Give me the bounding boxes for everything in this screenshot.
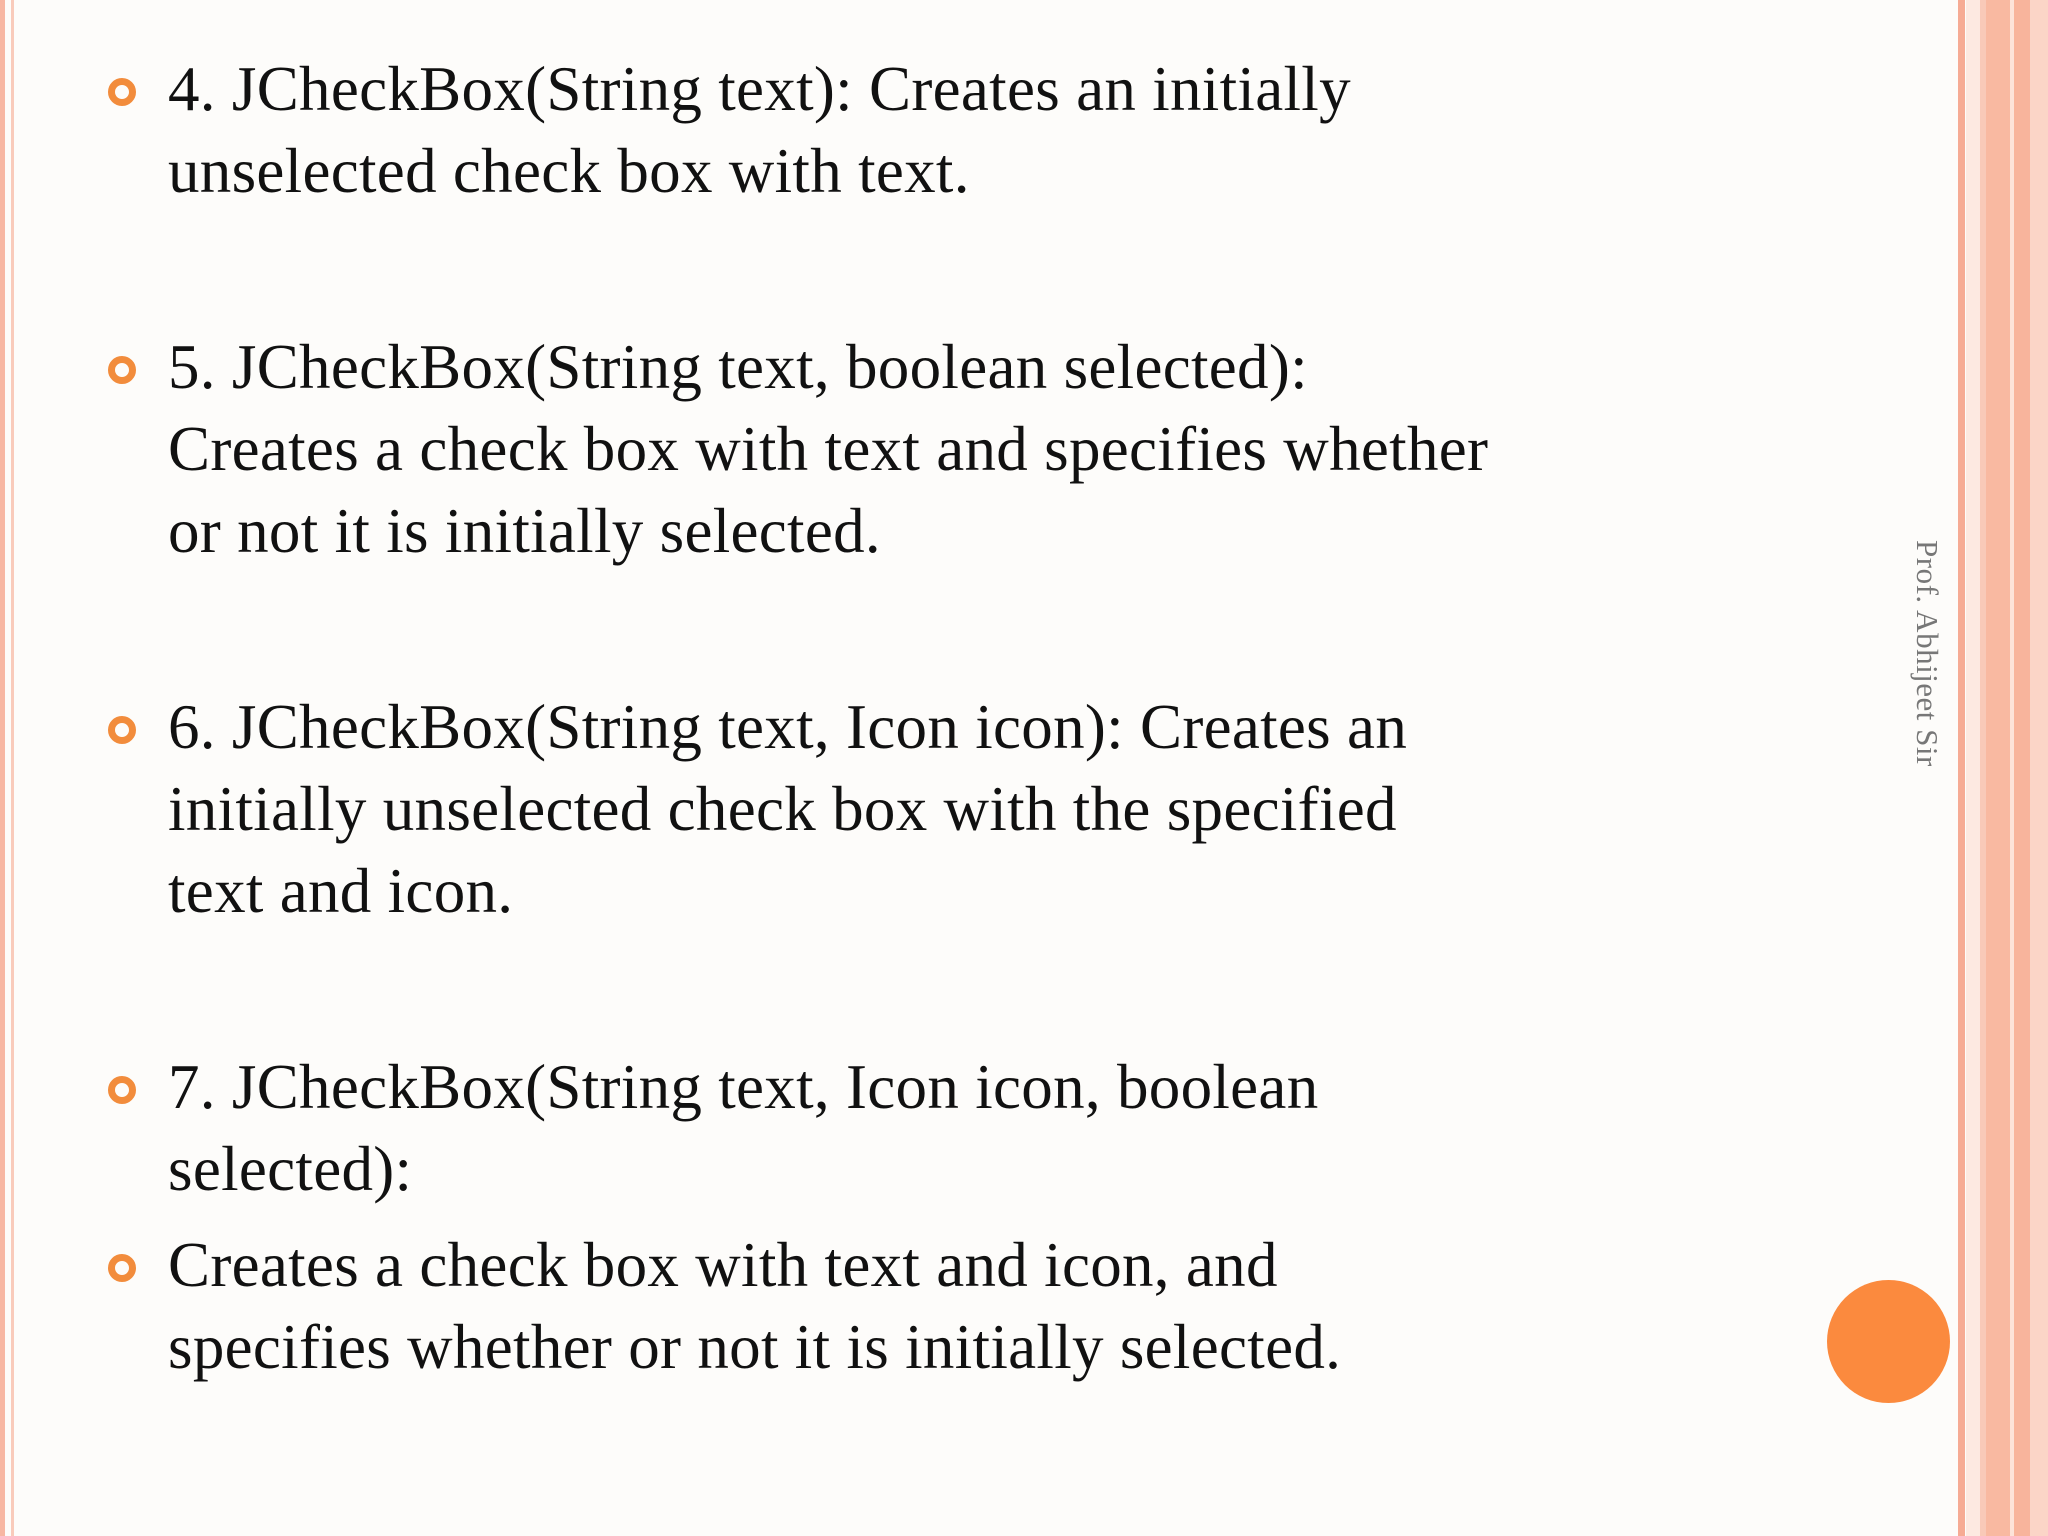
left-border-outer xyxy=(0,0,5,1536)
bullet-ring-icon xyxy=(104,326,164,384)
right-border-band xyxy=(1966,0,1980,1536)
bullet-line: unselected check box with text. xyxy=(168,136,970,206)
bullet-line: 7. JCheckBox(String text, Icon icon, boolean xyxy=(168,1052,1319,1122)
slide-body xyxy=(104,48,1864,1388)
bullet-ring-icon xyxy=(104,686,164,744)
bullet-line: selected): xyxy=(168,1134,413,1204)
right-border-band xyxy=(1986,0,2010,1536)
right-border-band xyxy=(2014,0,2030,1536)
bullet-line: 6. JCheckBox(String text, Icon icon): Creates an xyxy=(168,692,1408,762)
right-border-band xyxy=(2030,0,2048,1536)
bullet-line: text and icon. xyxy=(168,856,514,926)
bullet-line: or not it is initially selected. xyxy=(168,496,881,566)
left-border-inner xyxy=(11,0,14,1536)
bullet-ring-icon xyxy=(104,1046,164,1104)
bullet-item xyxy=(104,326,1864,572)
bullet-item xyxy=(104,1224,1864,1388)
bullet-line: specifies whether or not it is initially selected. xyxy=(168,1312,1342,1382)
bullet-line: 5. JCheckBox(String text, boolean selected): xyxy=(168,332,1308,402)
bullet-line: initially unselected check box with the specified xyxy=(168,774,1397,844)
bullet-line: 4. JCheckBox(String text): Creates an initially xyxy=(168,54,1351,124)
bullet-line: Creates a check box with text and icon, and xyxy=(168,1230,1278,1300)
right-border-band xyxy=(1958,0,1965,1536)
bullet-line: Creates a check box with text and specifies whether xyxy=(168,414,1489,484)
bullet-item xyxy=(104,1046,1864,1210)
bullet-item xyxy=(104,48,1864,212)
bullet-ring-icon xyxy=(104,1224,164,1282)
author-side-label: Prof. Abhijeet Sir xyxy=(1910,540,1945,767)
accent-circle-icon xyxy=(1827,1280,1950,1403)
bullet-ring-icon xyxy=(104,48,164,106)
bullet-item xyxy=(104,686,1864,932)
